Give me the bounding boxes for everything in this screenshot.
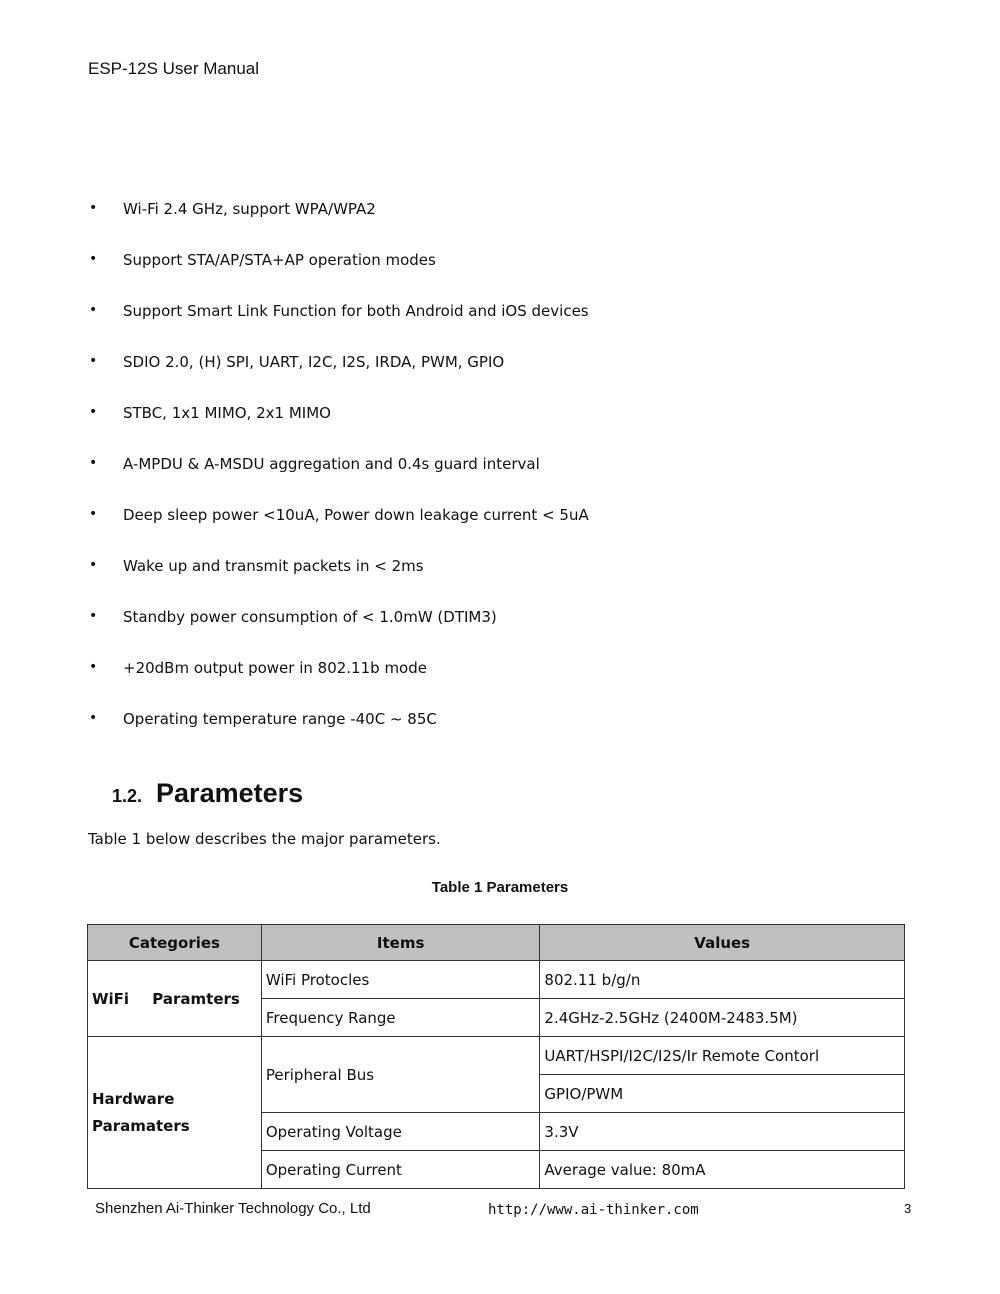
feature-text: A-MPDU & A-MSDU aggregation and 0.4s guard interval	[123, 455, 540, 473]
feature-item	[88, 455, 589, 506]
column-header-items: Items	[261, 925, 540, 961]
feature-text: SDIO 2.0, (H) SPI, UART, I2C, I2S, IRDA, PWM, GPIO	[123, 353, 505, 371]
page-number: 3	[904, 1201, 912, 1216]
feature-item	[88, 302, 589, 353]
footer-company: Shenzhen Ai-Thinker Technology Co., Ltd	[95, 1200, 371, 1217]
feature-item	[88, 353, 589, 404]
feature-text: Operating temperature range -40C ~ 85C	[123, 710, 437, 728]
feature-text: Wi-Fi 2.4 GHz, support WPA/WPA2	[123, 200, 376, 218]
feature-item	[88, 659, 589, 710]
category-hardware-line2: Paramaters	[92, 1116, 190, 1135]
feature-text: +20dBm output power in 802.11b mode	[123, 659, 427, 677]
table-row	[88, 961, 905, 999]
feature-item	[88, 710, 589, 761]
bullet-icon: •	[89, 659, 98, 675]
item-cell: Peripheral Bus	[261, 1037, 540, 1113]
footer-url: http://www.ai-thinker.com	[488, 1202, 699, 1218]
section-intro: Table 1 below describes the major parameters.	[88, 830, 441, 848]
bullet-icon: •	[89, 506, 98, 522]
bullet-icon: •	[89, 200, 98, 216]
parameters-table	[87, 924, 905, 1189]
item-cell: WiFi Protocles	[261, 961, 540, 999]
feature-item	[88, 557, 589, 608]
bullet-icon: •	[89, 455, 98, 471]
value-cell: 802.11 b/g/n	[540, 961, 905, 999]
section-number: 1.2.	[112, 786, 143, 806]
value-cell: GPIO/PWM	[540, 1075, 905, 1113]
section-title: Parameters	[156, 778, 304, 808]
column-header-values: Values	[540, 925, 905, 961]
section-heading	[112, 778, 303, 809]
item-cell: Operating Voltage	[261, 1113, 540, 1151]
value-cell: 2.4GHz-2.5GHz (2400M-2483.5M)	[540, 999, 905, 1037]
feature-item	[88, 404, 589, 455]
feature-item	[88, 251, 589, 302]
bullet-icon: •	[89, 251, 98, 267]
table-caption: Table 1 Parameters	[431, 879, 569, 896]
value-cell: Average value: 80mA	[540, 1151, 905, 1189]
bullet-icon: •	[89, 302, 98, 318]
item-cell: Frequency Range	[261, 999, 540, 1037]
table-row	[88, 1037, 905, 1075]
bullet-icon: •	[89, 608, 98, 624]
column-header-categories: Categories	[88, 925, 262, 961]
item-cell: Operating Current	[261, 1151, 540, 1189]
feature-text: Deep sleep power <10uA, Power down leakage current < 5uA	[123, 506, 589, 524]
feature-text: Standby power consumption of < 1.0mW (DTIM3)	[123, 608, 497, 626]
value-cell: 3.3V	[540, 1113, 905, 1151]
value-cell: UART/HSPI/I2C/I2S/Ir Remote Contorl	[540, 1037, 905, 1075]
bullet-icon: •	[89, 404, 98, 420]
category-cell-wifi: WiFi Paramters	[88, 961, 262, 1037]
category-cell-hardware	[88, 1037, 262, 1189]
feature-list	[88, 200, 589, 761]
feature-item	[88, 608, 589, 659]
feature-text: Support STA/AP/STA+AP operation modes	[123, 251, 436, 269]
table-header-row	[88, 925, 905, 961]
feature-text: STBC, 1x1 MIMO, 2x1 MIMO	[123, 404, 331, 422]
feature-item	[88, 506, 589, 557]
bullet-icon: •	[89, 353, 98, 369]
bullet-icon: •	[89, 710, 98, 726]
bullet-icon: •	[89, 557, 98, 573]
category-hardware-line1: Hardware	[92, 1089, 175, 1108]
feature-text: Wake up and transmit packets in < 2ms	[123, 557, 424, 575]
feature-item	[88, 200, 589, 251]
document-header-title: ESP-12S User Manual	[88, 59, 260, 78]
feature-text: Support Smart Link Function for both Android and iOS devices	[123, 302, 589, 320]
